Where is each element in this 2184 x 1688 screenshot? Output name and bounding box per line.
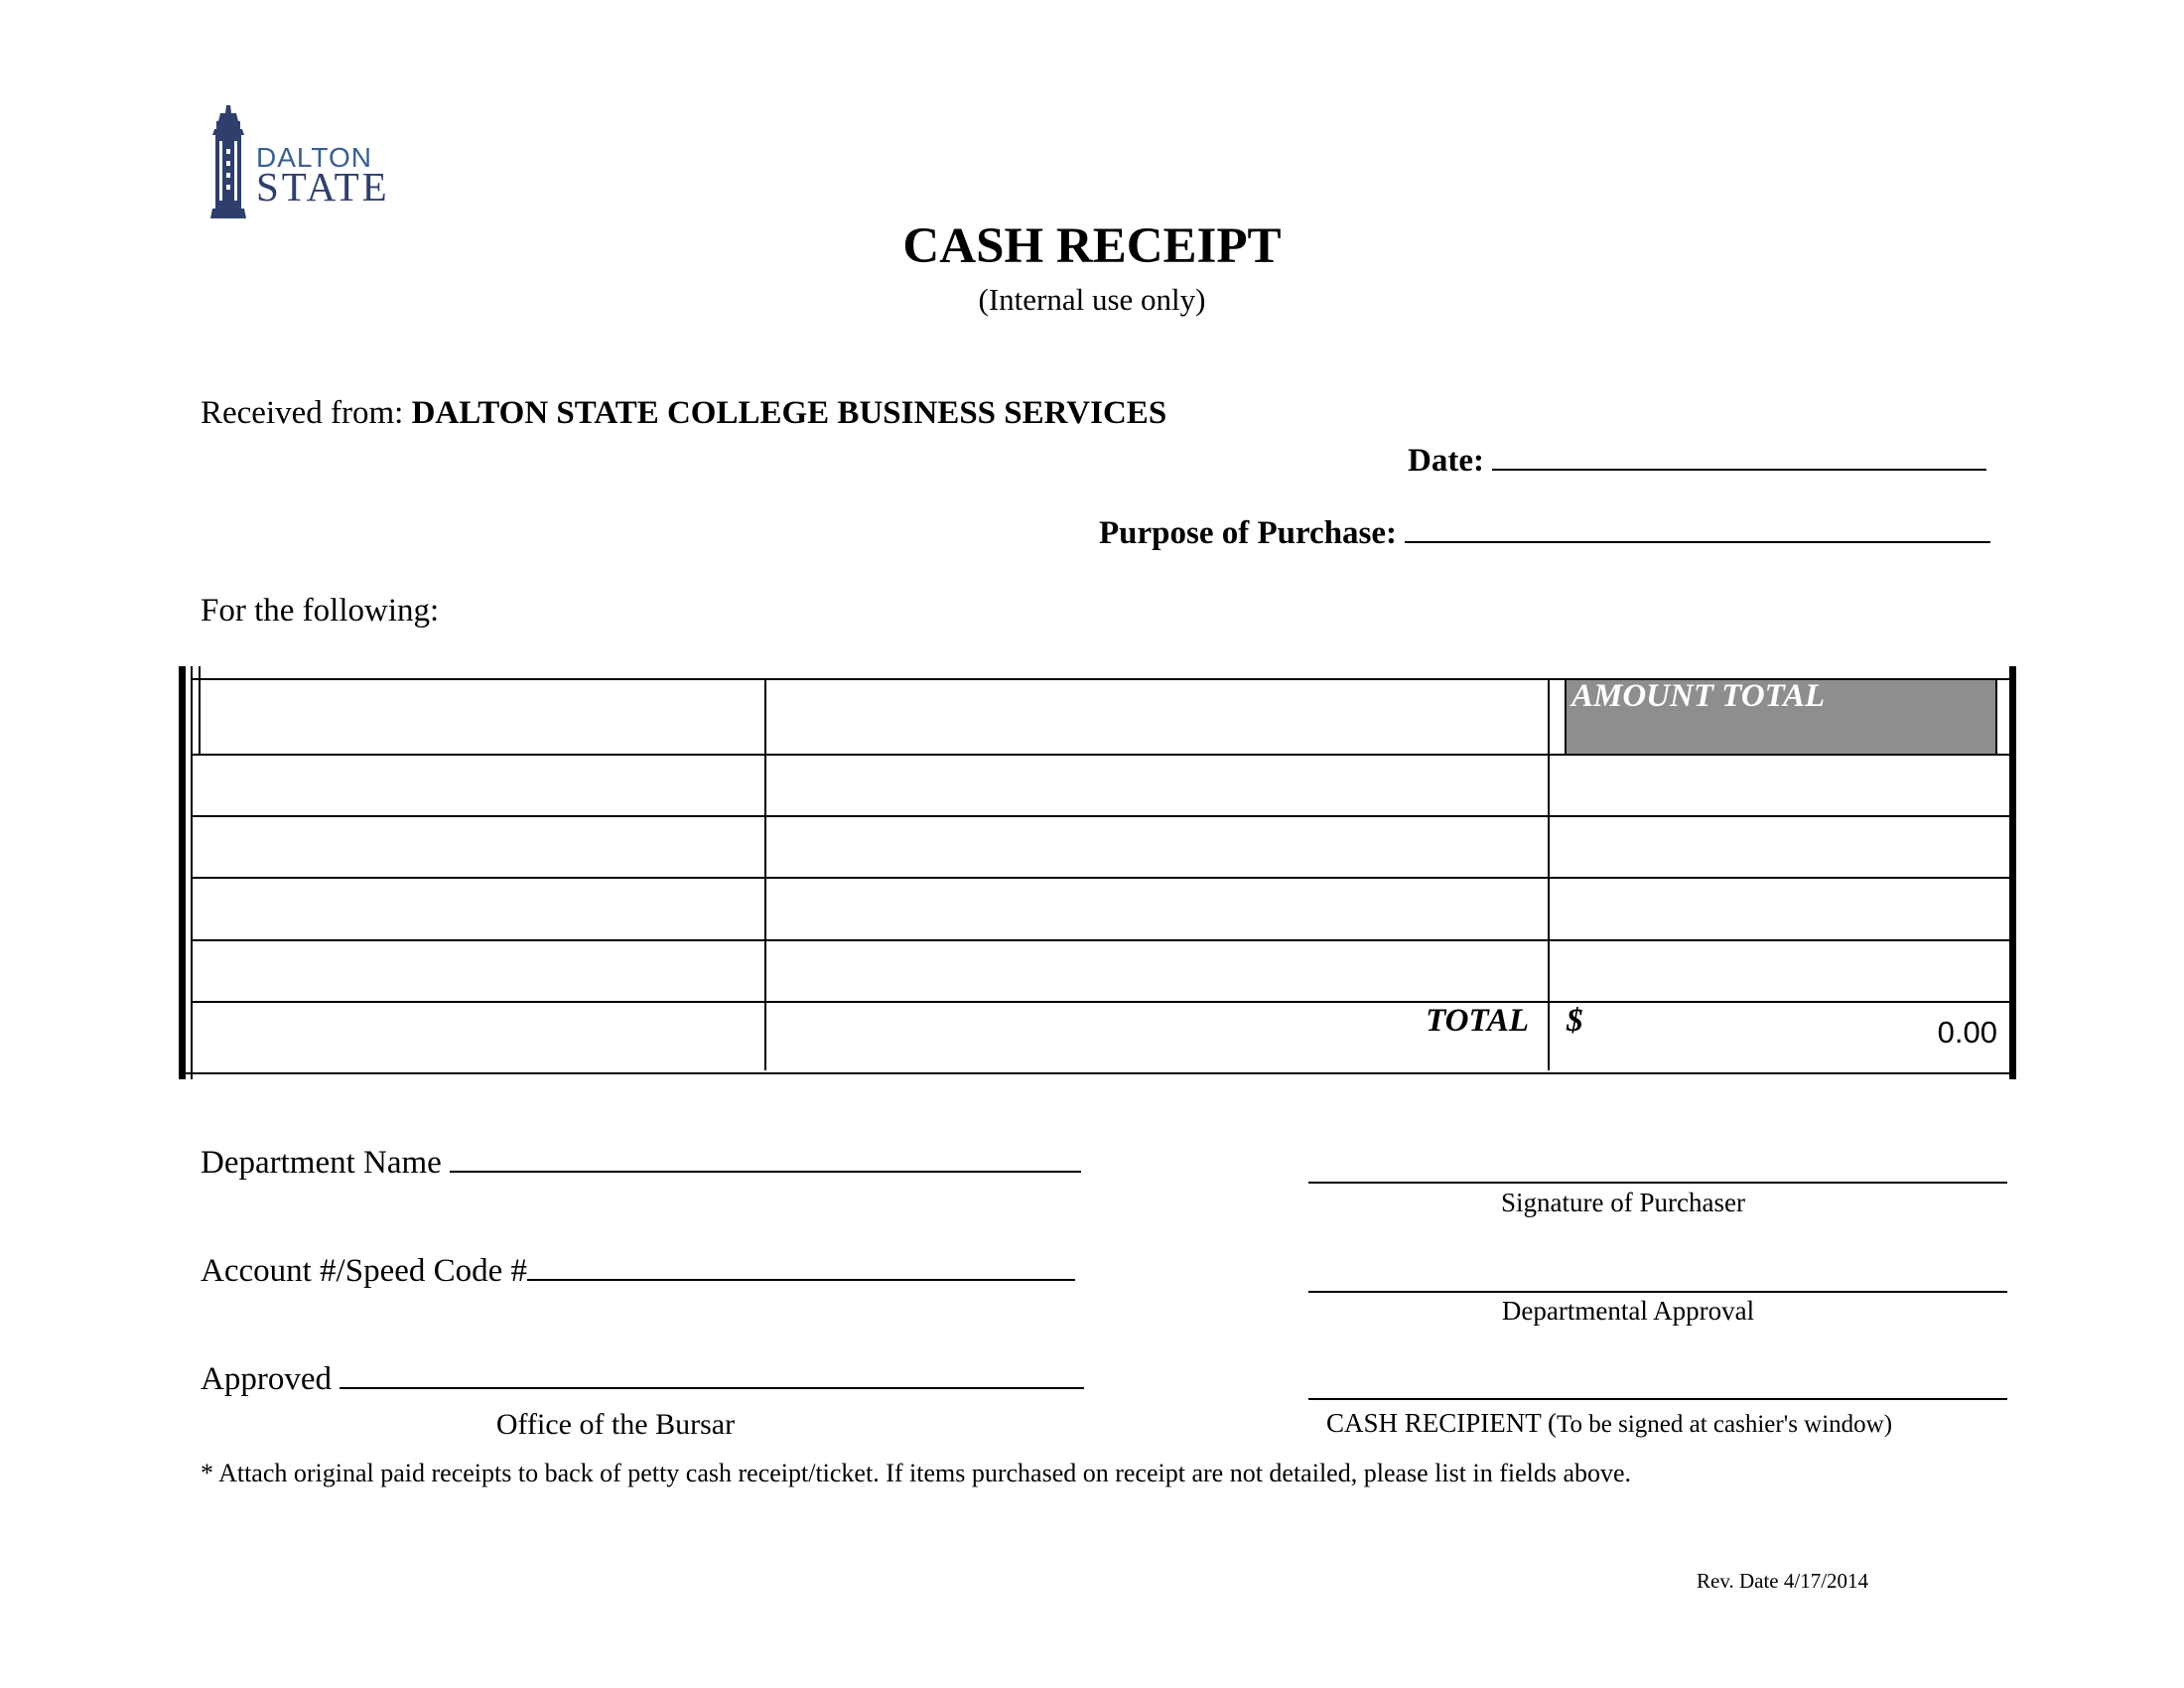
table-row-line-bottom (179, 1072, 2016, 1074)
bursar-caption: Office of the Bursar (495, 1408, 736, 1441)
purpose-label: Purpose of Purchase: (1099, 515, 1398, 551)
purchaser-signature-caption: Signature of Purchaser (1501, 1188, 1745, 1217)
cash-recipient-label: CASH RECIPIENT ( (1325, 1408, 1557, 1438)
received-from-row (201, 395, 1166, 432)
purpose-field[interactable] (1405, 540, 1990, 543)
total-value: 0.00 (1937, 1015, 1997, 1050)
account-label: Account #/Speed Code # (201, 1253, 528, 1289)
for-following-label: For the following: (201, 593, 440, 629)
amount-total-header: AMOUNT TOTAL (1571, 678, 1826, 714)
table-row-line-5 (191, 1001, 2011, 1003)
department-label: Department Name (201, 1145, 442, 1181)
revision-date: Rev. Date 4/17/2014 (1697, 1569, 1869, 1593)
department-approval-caption: Departmental Approval (1501, 1296, 1755, 1326)
table-border-left (179, 666, 186, 1079)
department-approval-line[interactable] (1308, 1291, 2007, 1293)
total-label: TOTAL (1426, 1003, 1529, 1039)
date-label: Date: (1408, 443, 1484, 479)
logo-text-dalton: DALTON (256, 142, 372, 173)
table-row-line-4 (191, 939, 2011, 941)
approved-row (201, 1361, 1084, 1398)
purpose-row (1099, 515, 1990, 552)
table-col-divider-1 (764, 678, 766, 1070)
purchaser-signature-line[interactable] (1308, 1182, 2007, 1184)
page-title: CASH RECEIPT (902, 218, 1282, 274)
approved-label: Approved (201, 1361, 332, 1397)
table-col-divider-3 (1565, 678, 1567, 754)
department-field[interactable] (450, 1170, 1081, 1173)
table-inner-left (191, 666, 193, 1079)
table-row-line-3 (191, 877, 2011, 879)
page-subtitle: (Internal use only) (978, 282, 1206, 317)
account-row (201, 1253, 1075, 1290)
table-row-line-2 (191, 815, 2011, 817)
cash-recipient-caption (1308, 1408, 1910, 1439)
cash-recipient-note: To be signed at cashier's window) (1556, 1411, 1893, 1438)
currency-symbol: $ (1567, 1003, 1583, 1039)
received-from-label: Received from: (201, 395, 404, 431)
department-row (201, 1145, 1081, 1182)
date-field[interactable] (1492, 468, 1986, 471)
account-field[interactable] (527, 1278, 1075, 1281)
table-border-right (2009, 666, 2016, 1079)
table-col-divider-4 (1995, 678, 1997, 754)
approved-field[interactable] (340, 1386, 1084, 1389)
cash-recipient-line[interactable] (1308, 1398, 2007, 1400)
logo-text-state: STATE (256, 164, 390, 210)
received-from-value: DALTON STATE COLLEGE BUSINESS SERVICES (411, 395, 1167, 431)
table-row-line-1 (191, 754, 2011, 756)
table-col-divider-2 (1548, 678, 1550, 1070)
footnote: * Attach original paid receipts to back of petty cash receipt/ticket. If items purchased on receipt are not detailed, please list in fields above. (201, 1459, 1632, 1487)
date-row (1408, 443, 1986, 480)
